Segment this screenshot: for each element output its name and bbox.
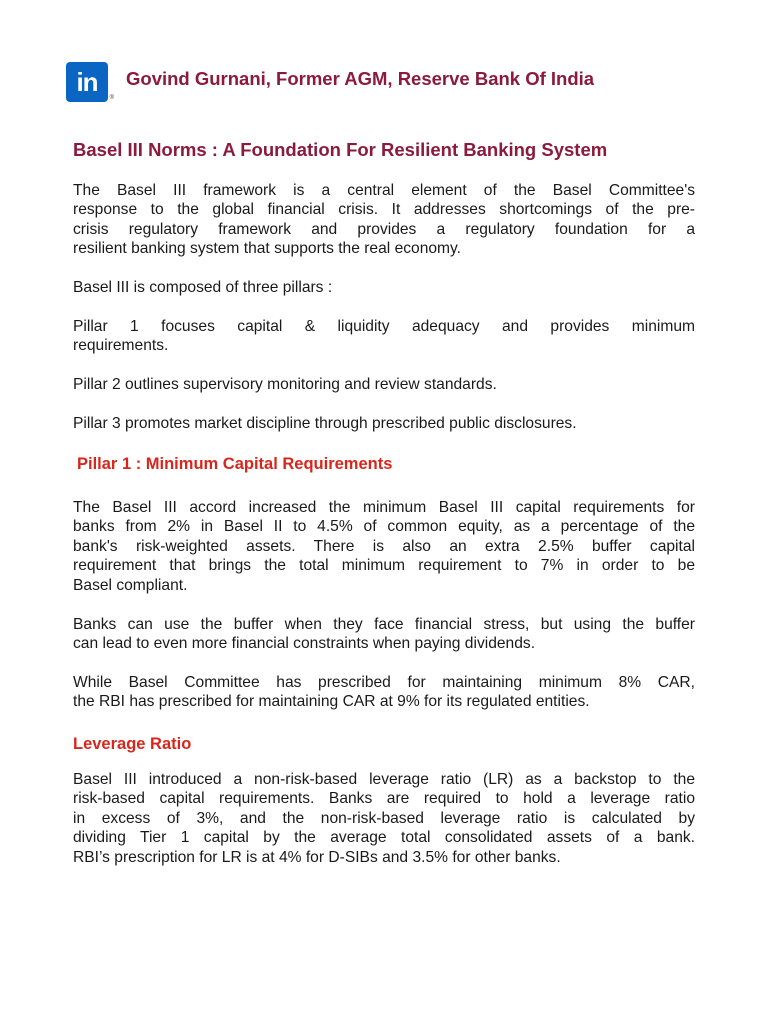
header — [66, 62, 706, 106]
logo-text: in — [76, 66, 98, 97]
document-title: Basel III Norms : A Foundation For Resilient Banking System — [73, 139, 608, 160]
pillar1-summary: Pillar 1 focuses capital & liquidity adequacy and provides minimum requirements. — [73, 318, 695, 355]
pillar1-heading: Pillar 1 : Minimum Capital Requirements — [77, 455, 393, 473]
pillar1-paragraph-3: While Basel Committee has prescribed for maintaining minimum 8% CAR, the RBI has prescribed for maintaining CAR at 9% for its regulated entities. — [73, 674, 695, 711]
author-line: Govind Gurnani, Former AGM, Reserve Bank Of India — [126, 68, 595, 89]
leverage-paragraph: Basel III introduced a non-risk-based leverage ratio (LR) as a backstop to the risk-based capital requirements. Banks are required to hold a leverage ratio in excess of 3%, and the non-risk-based leverage ratio is calculated by dividing Tier 1 capital by the average total consolidated assets of a bank. RBI’s prescription for LR is at 4% for D-SIBs and 3.5% for other banks. — [73, 771, 695, 866]
pillar2-summary: Pillar 2 outlines supervisory monitoring and review standards. — [73, 376, 497, 393]
pillars-intro: Basel III is composed of three pillars : — [73, 279, 333, 296]
pillar3-summary: Pillar 3 promotes market discipline through prescribed public disclosures. — [73, 415, 577, 432]
linkedin-logo-icon: in ® — [66, 62, 108, 102]
intro-paragraph: The Basel III framework is a central element of the Basel Committee's response to the global financial crisis. It addresses shortcomings of the pre- crisis regulatory framework and provides a regulatory foundation for a resilient banking system that supports the real economy. — [73, 182, 695, 258]
pillar1-paragraph-2: Banks can use the buffer when they face financial stress, but using the buffer can lead to even more financial constraints when paying dividends. — [73, 616, 695, 653]
pillar1-paragraph-1: The Basel III accord increased the minimum Basel III capital requirements for banks from 2% in Basel II to 4.5% of common equity, as a percentage of the bank's risk-weighted assets. There is also an extra 2.5% buffer capital requirement that brings the total minimum requirement to 7% in order to be Basel compliant. — [73, 499, 695, 594]
leverage-heading: Leverage Ratio — [73, 735, 192, 753]
